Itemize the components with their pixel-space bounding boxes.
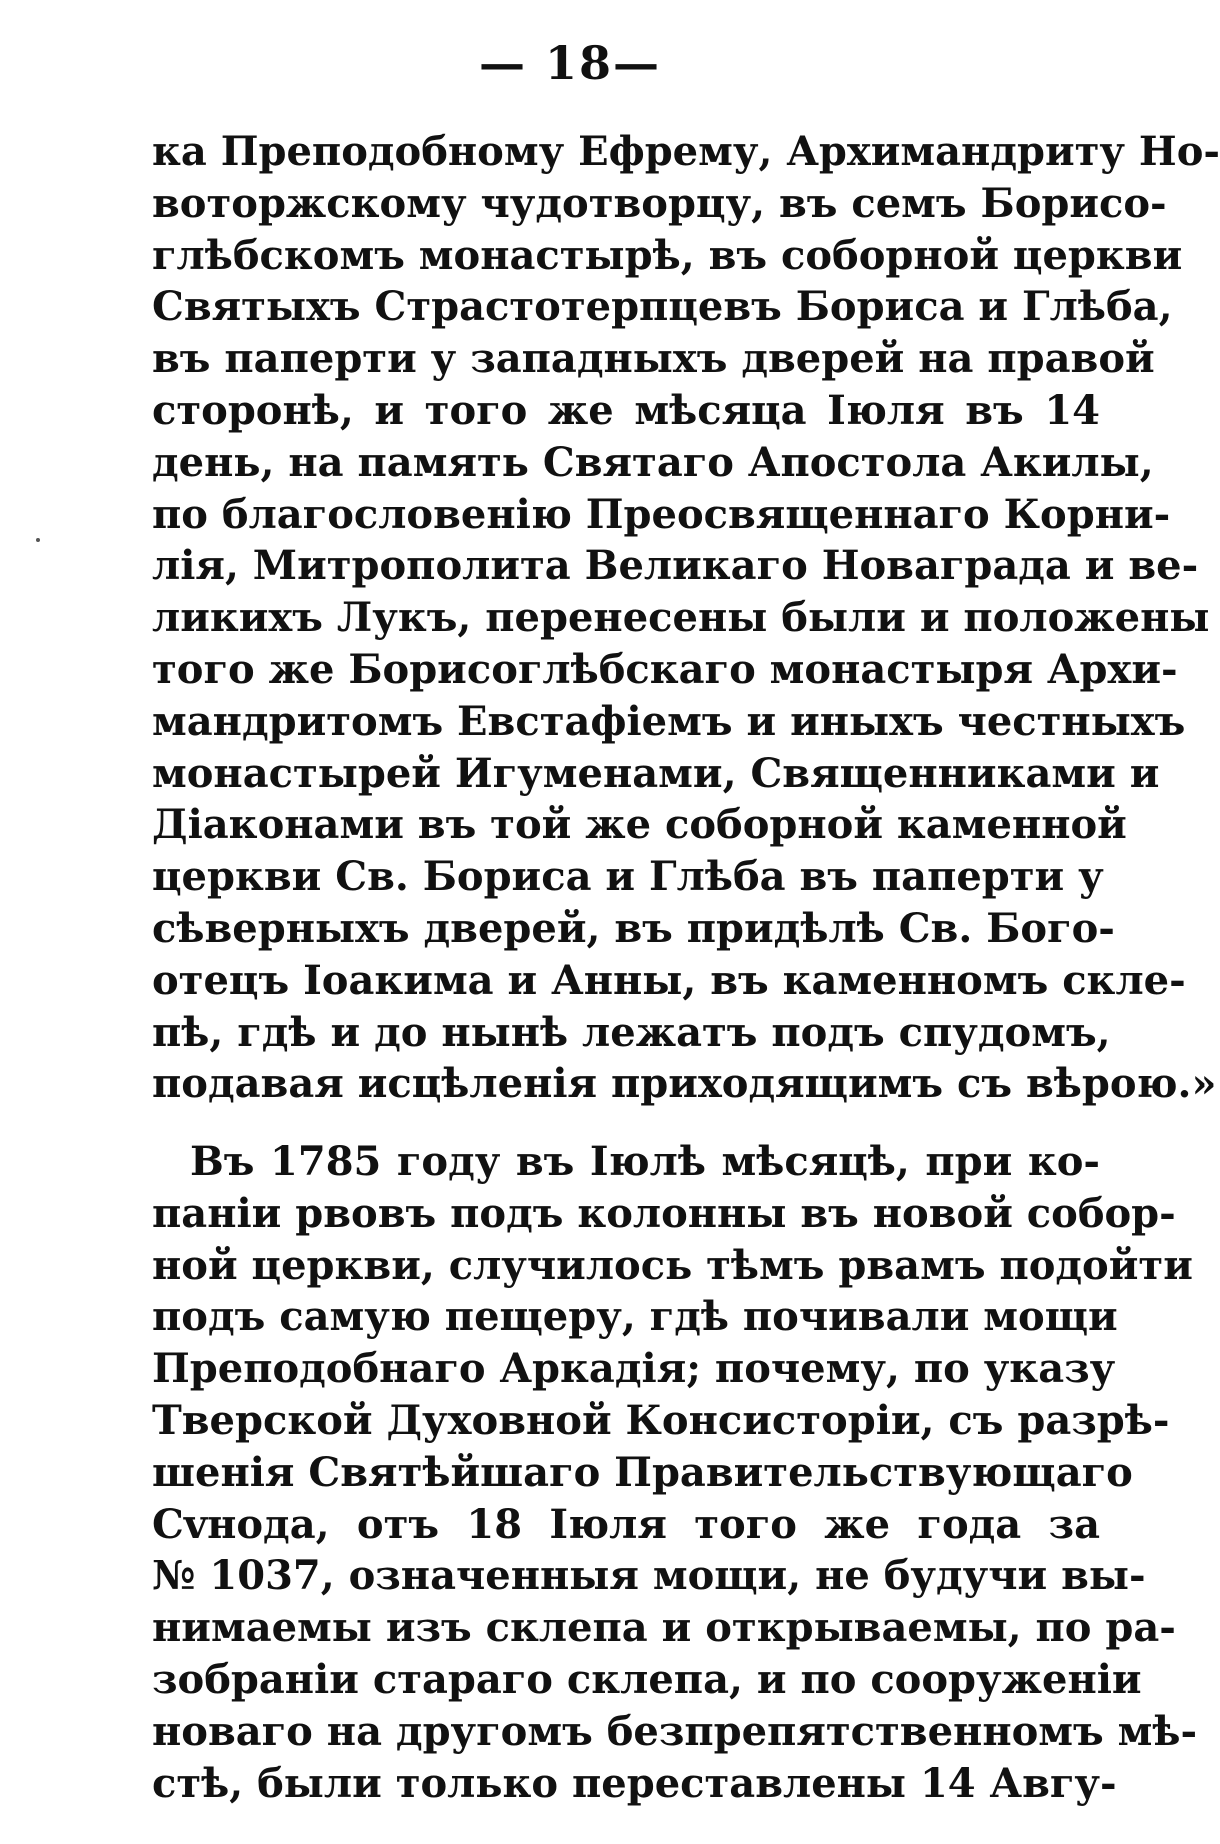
text-line: церкви Св. Бориса и Глѣба въ паперти у [152, 853, 1104, 901]
text-line: Святыхъ Страстотерпцевъ Бориса и Глѣба, [152, 283, 1173, 331]
text-line: лія, Митрополита Великаго Новаграда и ве- [152, 542, 1199, 590]
text-line: монастырей Игуменами, Священниками и [152, 749, 1160, 797]
text-line: зобраніи стараго склепа, и по сооруженіи [152, 1655, 1142, 1703]
text-line: нимаемы изъ склепа и открываемы, по ра- [152, 1604, 1176, 1652]
text-line: стѣ, были только переставлены 14 Авгу- [152, 1759, 1117, 1807]
text-line: шенія Святѣйшаго Правительствующаго [152, 1448, 1133, 1496]
text-line: Въ 1785 году въ Іюлѣ мѣсяцѣ, при ко- [190, 1138, 1100, 1185]
text-line: Діаконами въ той же соборной каменной [152, 801, 1127, 849]
text-line: № 1037, означенныя мощи, не будучи вы- [152, 1552, 1146, 1600]
text-line: сѣверныхъ дверей, въ придѣлѣ Св. Бого- [152, 904, 1115, 952]
text-line: день, на память Святаго Апостола Акилы, [152, 438, 1154, 486]
text-line: того же Борисоглѣбскаго монастыря Архи- [152, 645, 1178, 693]
text-line: Тверской Духовной Консисторіи, съ разрѣ- [152, 1396, 1170, 1444]
paragraph-2 [152, 1136, 1198, 1809]
text-line: ка Преподобному Ефрему, Архимандриту Но- [152, 128, 1220, 175]
text-line: подъ самую пещеру, гдѣ почивали мощи [152, 1293, 1118, 1341]
text-line: глѣбскомъ монастырѣ, въ соборной церкви [152, 231, 1183, 279]
text-line: по благословенію Преосвященнаго Корни- [152, 490, 1171, 538]
text-line: новаго на другомъ безпрепятственномъ мѣ- [152, 1707, 1198, 1755]
text-line: Сvнода, отъ 18 Іюля того же года за [152, 1500, 1100, 1548]
text-line: въ паперти у западныхъ дверей на правой [152, 335, 1155, 383]
margin-mark [36, 538, 40, 542]
page-number: — 18— [478, 36, 662, 90]
text-line: Преподобнаго Аркадія; почему, по указу [152, 1345, 1116, 1393]
text-line: ликихъ Лукъ, перенесены были и положены [152, 594, 1210, 642]
text-line: мандритомъ Евстафіемъ и иныхъ честныхъ [152, 697, 1186, 745]
text-line: ной церкви, случилось тѣмъ рвамъ подойти [152, 1241, 1193, 1289]
text-line: паніи рвовъ подъ колонны въ новой собор- [152, 1189, 1176, 1237]
text-line: сторонѣ, и того же мѣсяца Іюля въ 14 [152, 386, 1100, 434]
paragraph-1 [152, 126, 1220, 1110]
text-line: отецъ Іоакима и Анны, въ каменномъ скле- [152, 956, 1186, 1004]
text-line: воторжскому чудотворцу, въ семъ Борисо- [152, 179, 1167, 227]
text-line: подавая исцѣленія приходящимъ съ вѣрою.» [152, 1060, 1217, 1108]
text-line: пѣ, гдѣ и до нынѣ лежатъ подъ спудомъ, [152, 1008, 1111, 1056]
